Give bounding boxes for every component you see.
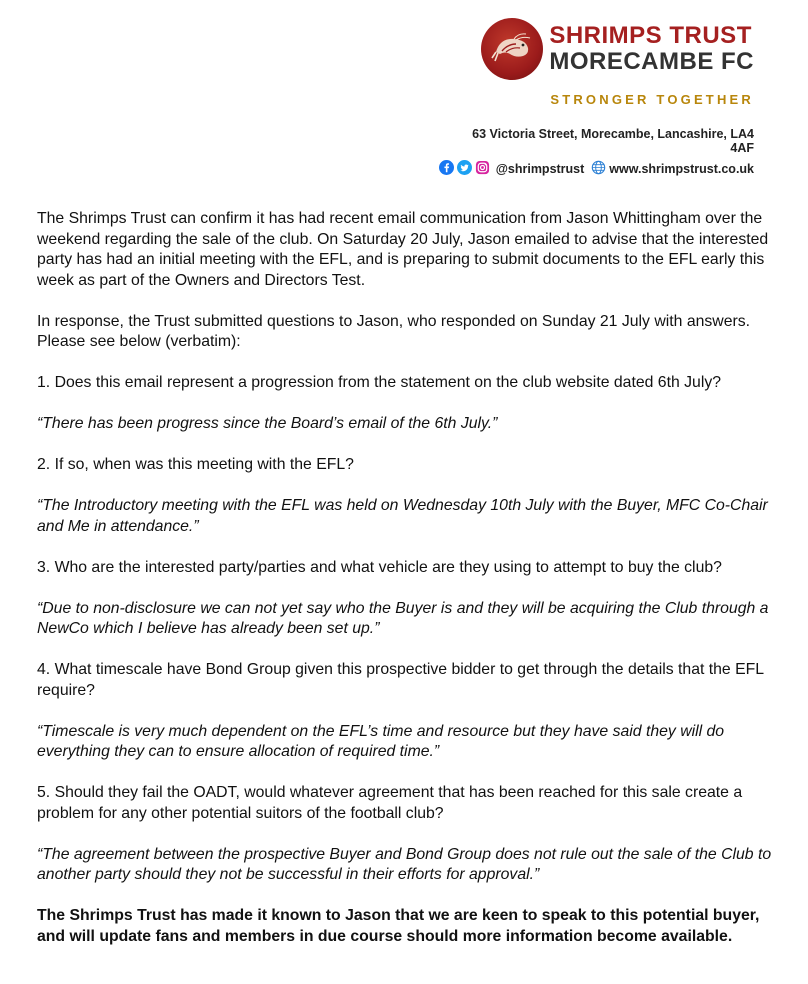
response-paragraph: In response, the Trust submitted questions to Jason, who responded on Sunday 21 July with answers. Please see below (verbatim):: [37, 312, 751, 350]
facebook-icon[interactable]: [439, 160, 454, 178]
answer-1: “There has been progress since the Board’s email of the 6th July.”: [37, 415, 498, 432]
address: 63 Victoria Street, Morecambe, Lancashire, LA4 4AF: [472, 127, 754, 155]
instagram-icon[interactable]: [475, 160, 490, 178]
question-3: 3. Who are the interested party/parties and what vehicle are they using to attempt to buy the club?: [37, 558, 722, 576]
website-link[interactable]: www.shrimpstrust.co.uk: [609, 162, 754, 176]
logo-row: [454, 18, 754, 80]
shrimp-logo-icon: [481, 18, 543, 80]
tagline: STRONGER TOGETHER: [550, 92, 754, 107]
brand-name: [549, 24, 754, 74]
social-links: [454, 160, 754, 178]
social-handle[interactable]: @shrimpstrust: [495, 162, 585, 176]
answer-3: “Due to non-disclosure we can not yet say who the Buyer is and they will be acquiring the Club through a NewCo which I believe has already been set up.”: [37, 599, 769, 637]
question-1: 1. Does this email represent a progression from the statement on the club website dated 6th July?: [37, 374, 722, 391]
question-5: 5. Should they fail the OADT, would whatever agreement that has been reached for this sale create a problem for any other potential suitors of the football club?: [37, 784, 743, 822]
question-2: 2. If so, when was this meeting with the EFL?: [37, 456, 354, 473]
twitter-icon[interactable]: [457, 160, 472, 178]
answer-4: “Timescale is very much dependent on the EFL’s time and resource but they have said they will do everything they can to ensure allocation of required time.”: [37, 722, 725, 760]
globe-icon: [591, 160, 606, 178]
intro-paragraph: The Shrimps Trust can confirm it has had recent email communication from Jason Whittingham over the weekend regarding the sale of the club. On Saturday 20 July, Jason emailed to advise that the interested party has had an initial meeting with the EFL, and is preparing to submit documents to the EFL early this week as part of the Owners and Directors Test.: [37, 210, 769, 289]
answer-2: “The Introductory meeting with the EFL was held on Wednesday 10th July with the Buyer, MFC Co-Chair and Me in attendance.”: [37, 497, 768, 535]
closing-paragraph: The Shrimps Trust has made it known to Jason that we are keen to speak to this potential buyer, and will update fans and members in due course should more information become available.: [37, 907, 760, 945]
brand-line1: SHRIMPS TRUST: [549, 22, 752, 49]
statement-body: [37, 209, 789, 947]
question-4: 4. What timescale have Bond Group given this prospective bidder to get through the details that the EFL require?: [37, 661, 764, 699]
letterhead: [454, 18, 754, 178]
answer-5: “The agreement between the prospective Buyer and Bond Group does not rule out the sale of the Club to another party should they not be successful in their efforts for approval.”: [37, 845, 772, 883]
brand-line2: MORECAMBE FC: [549, 48, 754, 75]
